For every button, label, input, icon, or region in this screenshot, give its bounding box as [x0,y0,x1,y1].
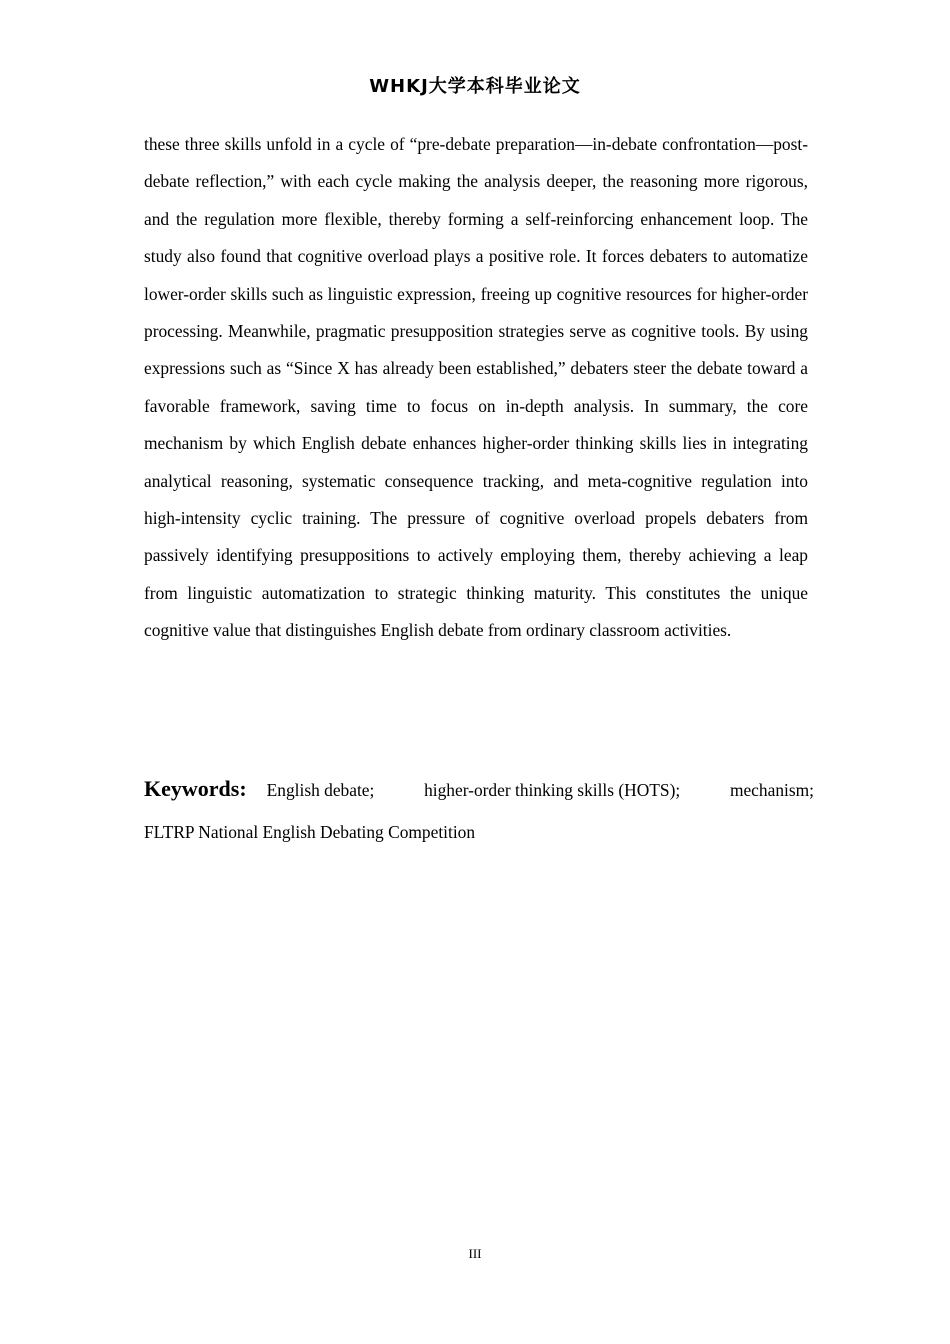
keywords-label: Keywords: [144,776,247,801]
keyword-item: higher-order thinking skills (HOTS); [424,780,681,800]
page-number: III [468,1246,482,1261]
keyword-item: FLTRP National English Debating Competition [144,822,476,842]
keyword-item: mechanism; [729,780,814,800]
keywords-line [144,768,814,811]
page-header-title: WHKJ大学本科毕业论文 [369,76,581,97]
keyword-item: English debate; [266,780,375,800]
keywords-group [144,768,374,811]
keywords-section [144,768,814,853]
abstract-body: these three skills unfold in a cycle of “pre-debate preparation—in-debate confrontation—post-debate reflection,” with each cycle making the analysis deeper, the reasoning more rigorous, and the regulation more flexible, thereby forming a self-reinforcing enhancement loop. The study also found that cognitive overload plays a positive role. It forces debaters to automatize lower-order skills such as linguistic expression, freeing up cognitive resources for higher-order processing. Meanwhile, pragmatic presupposition strategies serve as cognitive tools. By using expressions such as “Since X has already been established,” debaters steer the debate toward a favorable framework, saving time to focus on in-depth analysis. In summary, the core mechanism by which English debate enhances higher-order thinking skills lies in integrating analytical reasoning, systematic consequence tracking, and meta-cognitive regulation into high-intensity cyclic training. The pressure of cognitive overload propels debaters from passively identifying presuppositions to actively employing them, thereby achieving a leap from linguistic automatization to strategic thinking maturity. This constitutes the unique cognitive value that distinguishes English debate from ordinary classroom activities. [144,134,808,641]
